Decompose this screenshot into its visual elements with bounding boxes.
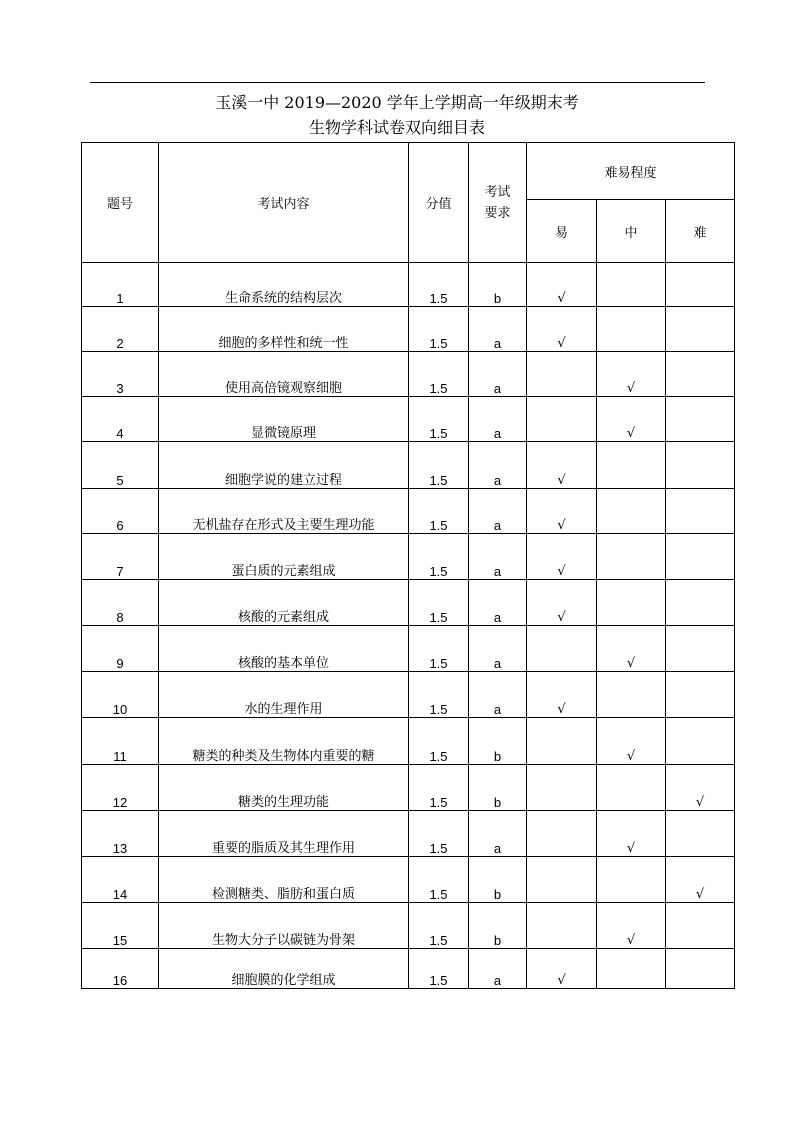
cell-medium xyxy=(597,307,666,352)
table-row xyxy=(82,397,735,442)
header-content: 考试内容 xyxy=(159,143,409,263)
cell-score: 1.5 xyxy=(409,263,469,307)
cell-requirement: b xyxy=(469,718,527,765)
cell-number: 3 xyxy=(82,352,159,397)
cell-easy: √ xyxy=(527,580,597,626)
cell-hard xyxy=(666,811,735,857)
cell-number: 6 xyxy=(82,489,159,534)
cell-easy: √ xyxy=(527,534,597,580)
table-row xyxy=(82,811,735,857)
cell-medium: √ xyxy=(597,811,666,857)
cell-content: 无机盐存在形式及主要生理功能 xyxy=(159,489,409,534)
top-rule xyxy=(90,82,705,83)
cell-easy xyxy=(527,811,597,857)
cell-hard xyxy=(666,534,735,580)
cell-content: 重要的脂质及其生理作用 xyxy=(159,811,409,857)
cell-score: 1.5 xyxy=(409,857,469,903)
cell-content: 细胞膜的化学组成 xyxy=(159,949,409,989)
cell-score: 1.5 xyxy=(409,765,469,811)
cell-content: 蛋白质的元素组成 xyxy=(159,534,409,580)
cell-score: 1.5 xyxy=(409,397,469,442)
cell-number: 1 xyxy=(82,263,159,307)
document-subtitle: 生物学科试卷双向细目表 xyxy=(308,118,485,137)
table-row xyxy=(82,857,735,903)
cell-hard xyxy=(666,949,735,989)
cell-medium: √ xyxy=(597,903,666,949)
cell-content: 显微镜原理 xyxy=(159,397,409,442)
header-number: 题号 xyxy=(82,143,159,263)
cell-content: 使用高倍镜观察细胞 xyxy=(159,352,409,397)
cell-medium xyxy=(597,580,666,626)
cell-medium: √ xyxy=(597,397,666,442)
cell-content: 生物大分子以碳链为骨架 xyxy=(159,903,409,949)
cell-easy: √ xyxy=(527,672,597,718)
cell-hard xyxy=(666,672,735,718)
cell-number: 4 xyxy=(82,397,159,442)
cell-requirement: a xyxy=(469,949,527,989)
header-medium: 中 xyxy=(597,200,666,263)
cell-requirement: a xyxy=(469,626,527,672)
cell-requirement: a xyxy=(469,580,527,626)
cell-easy xyxy=(527,397,597,442)
cell-requirement: b xyxy=(469,765,527,811)
cell-hard xyxy=(666,626,735,672)
header-score: 分值 xyxy=(409,143,469,263)
cell-hard xyxy=(666,489,735,534)
cell-number: 14 xyxy=(82,857,159,903)
cell-number: 8 xyxy=(82,580,159,626)
cell-easy: √ xyxy=(527,949,597,989)
cell-hard xyxy=(666,718,735,765)
cell-requirement: a xyxy=(469,352,527,397)
table-row xyxy=(82,765,735,811)
cell-score: 1.5 xyxy=(409,307,469,352)
cell-number: 2 xyxy=(82,307,159,352)
cell-content: 水的生理作用 xyxy=(159,672,409,718)
cell-easy xyxy=(527,352,597,397)
table-row xyxy=(82,352,735,397)
cell-easy xyxy=(527,718,597,765)
table-row xyxy=(82,263,735,307)
cell-easy: √ xyxy=(527,442,597,489)
table-row xyxy=(82,626,735,672)
table-row xyxy=(82,672,735,718)
cell-content: 核酸的基本单位 xyxy=(159,626,409,672)
cell-requirement: a xyxy=(469,489,527,534)
table-row xyxy=(82,489,735,534)
detail-table xyxy=(81,142,735,989)
table-row xyxy=(82,307,735,352)
cell-number: 11 xyxy=(82,718,159,765)
cell-requirement: a xyxy=(469,534,527,580)
cell-medium: √ xyxy=(597,718,666,765)
cell-number: 7 xyxy=(82,534,159,580)
cell-number: 5 xyxy=(82,442,159,489)
cell-easy: √ xyxy=(527,307,597,352)
cell-content: 生命系统的结构层次 xyxy=(159,263,409,307)
header-easy: 易 xyxy=(527,200,597,263)
cell-easy xyxy=(527,626,597,672)
cell-content: 检测糖类、脂肪和蛋白质 xyxy=(159,857,409,903)
cell-number: 10 xyxy=(82,672,159,718)
cell-hard xyxy=(666,442,735,489)
cell-score: 1.5 xyxy=(409,949,469,989)
cell-medium xyxy=(597,442,666,489)
cell-hard xyxy=(666,580,735,626)
cell-score: 1.5 xyxy=(409,672,469,718)
cell-medium xyxy=(597,857,666,903)
cell-hard: √ xyxy=(666,857,735,903)
cell-score: 1.5 xyxy=(409,626,469,672)
cell-number: 15 xyxy=(82,903,159,949)
cell-medium xyxy=(597,765,666,811)
cell-medium: √ xyxy=(597,352,666,397)
cell-score: 1.5 xyxy=(409,489,469,534)
table-row xyxy=(82,580,735,626)
cell-requirement: a xyxy=(469,442,527,489)
cell-number: 9 xyxy=(82,626,159,672)
header-hard: 难 xyxy=(666,200,735,263)
cell-content: 糖类的生理功能 xyxy=(159,765,409,811)
cell-requirement: a xyxy=(469,397,527,442)
table-row xyxy=(82,949,735,989)
cell-medium xyxy=(597,949,666,989)
cell-easy: √ xyxy=(527,489,597,534)
cell-score: 1.5 xyxy=(409,811,469,857)
cell-hard: √ xyxy=(666,765,735,811)
document-title: 玉溪一中 2019—2020 学年上学期高一年级期末考 xyxy=(215,93,579,112)
cell-score: 1.5 xyxy=(409,352,469,397)
cell-score: 1.5 xyxy=(409,580,469,626)
cell-score: 1.5 xyxy=(409,534,469,580)
cell-hard xyxy=(666,263,735,307)
header-difficulty: 难易程度 xyxy=(527,143,735,200)
table-row xyxy=(82,903,735,949)
cell-content: 核酸的元素组成 xyxy=(159,580,409,626)
cell-hard xyxy=(666,307,735,352)
cell-hard xyxy=(666,352,735,397)
table-row xyxy=(82,718,735,765)
cell-medium xyxy=(597,534,666,580)
cell-easy xyxy=(527,765,597,811)
cell-requirement: b xyxy=(469,857,527,903)
cell-number: 16 xyxy=(82,949,159,989)
cell-content: 细胞的多样性和统一性 xyxy=(159,307,409,352)
header-requirement: 考试 要求 xyxy=(469,143,527,263)
cell-content: 糖类的种类及生物体内重要的糖 xyxy=(159,718,409,765)
cell-medium xyxy=(597,489,666,534)
cell-easy xyxy=(527,903,597,949)
cell-medium xyxy=(597,672,666,718)
cell-number: 12 xyxy=(82,765,159,811)
table-row xyxy=(82,534,735,580)
cell-requirement: a xyxy=(469,811,527,857)
cell-requirement: b xyxy=(469,903,527,949)
table-row xyxy=(82,442,735,489)
cell-easy xyxy=(527,857,597,903)
cell-hard xyxy=(666,397,735,442)
cell-content: 细胞学说的建立过程 xyxy=(159,442,409,489)
cell-number: 13 xyxy=(82,811,159,857)
cell-requirement: b xyxy=(469,263,527,307)
cell-score: 1.5 xyxy=(409,903,469,949)
cell-medium: √ xyxy=(597,626,666,672)
cell-medium xyxy=(597,263,666,307)
cell-requirement: a xyxy=(469,672,527,718)
cell-score: 1.5 xyxy=(409,442,469,489)
cell-requirement: a xyxy=(469,307,527,352)
cell-easy: √ xyxy=(527,263,597,307)
cell-score: 1.5 xyxy=(409,718,469,765)
cell-hard xyxy=(666,903,735,949)
